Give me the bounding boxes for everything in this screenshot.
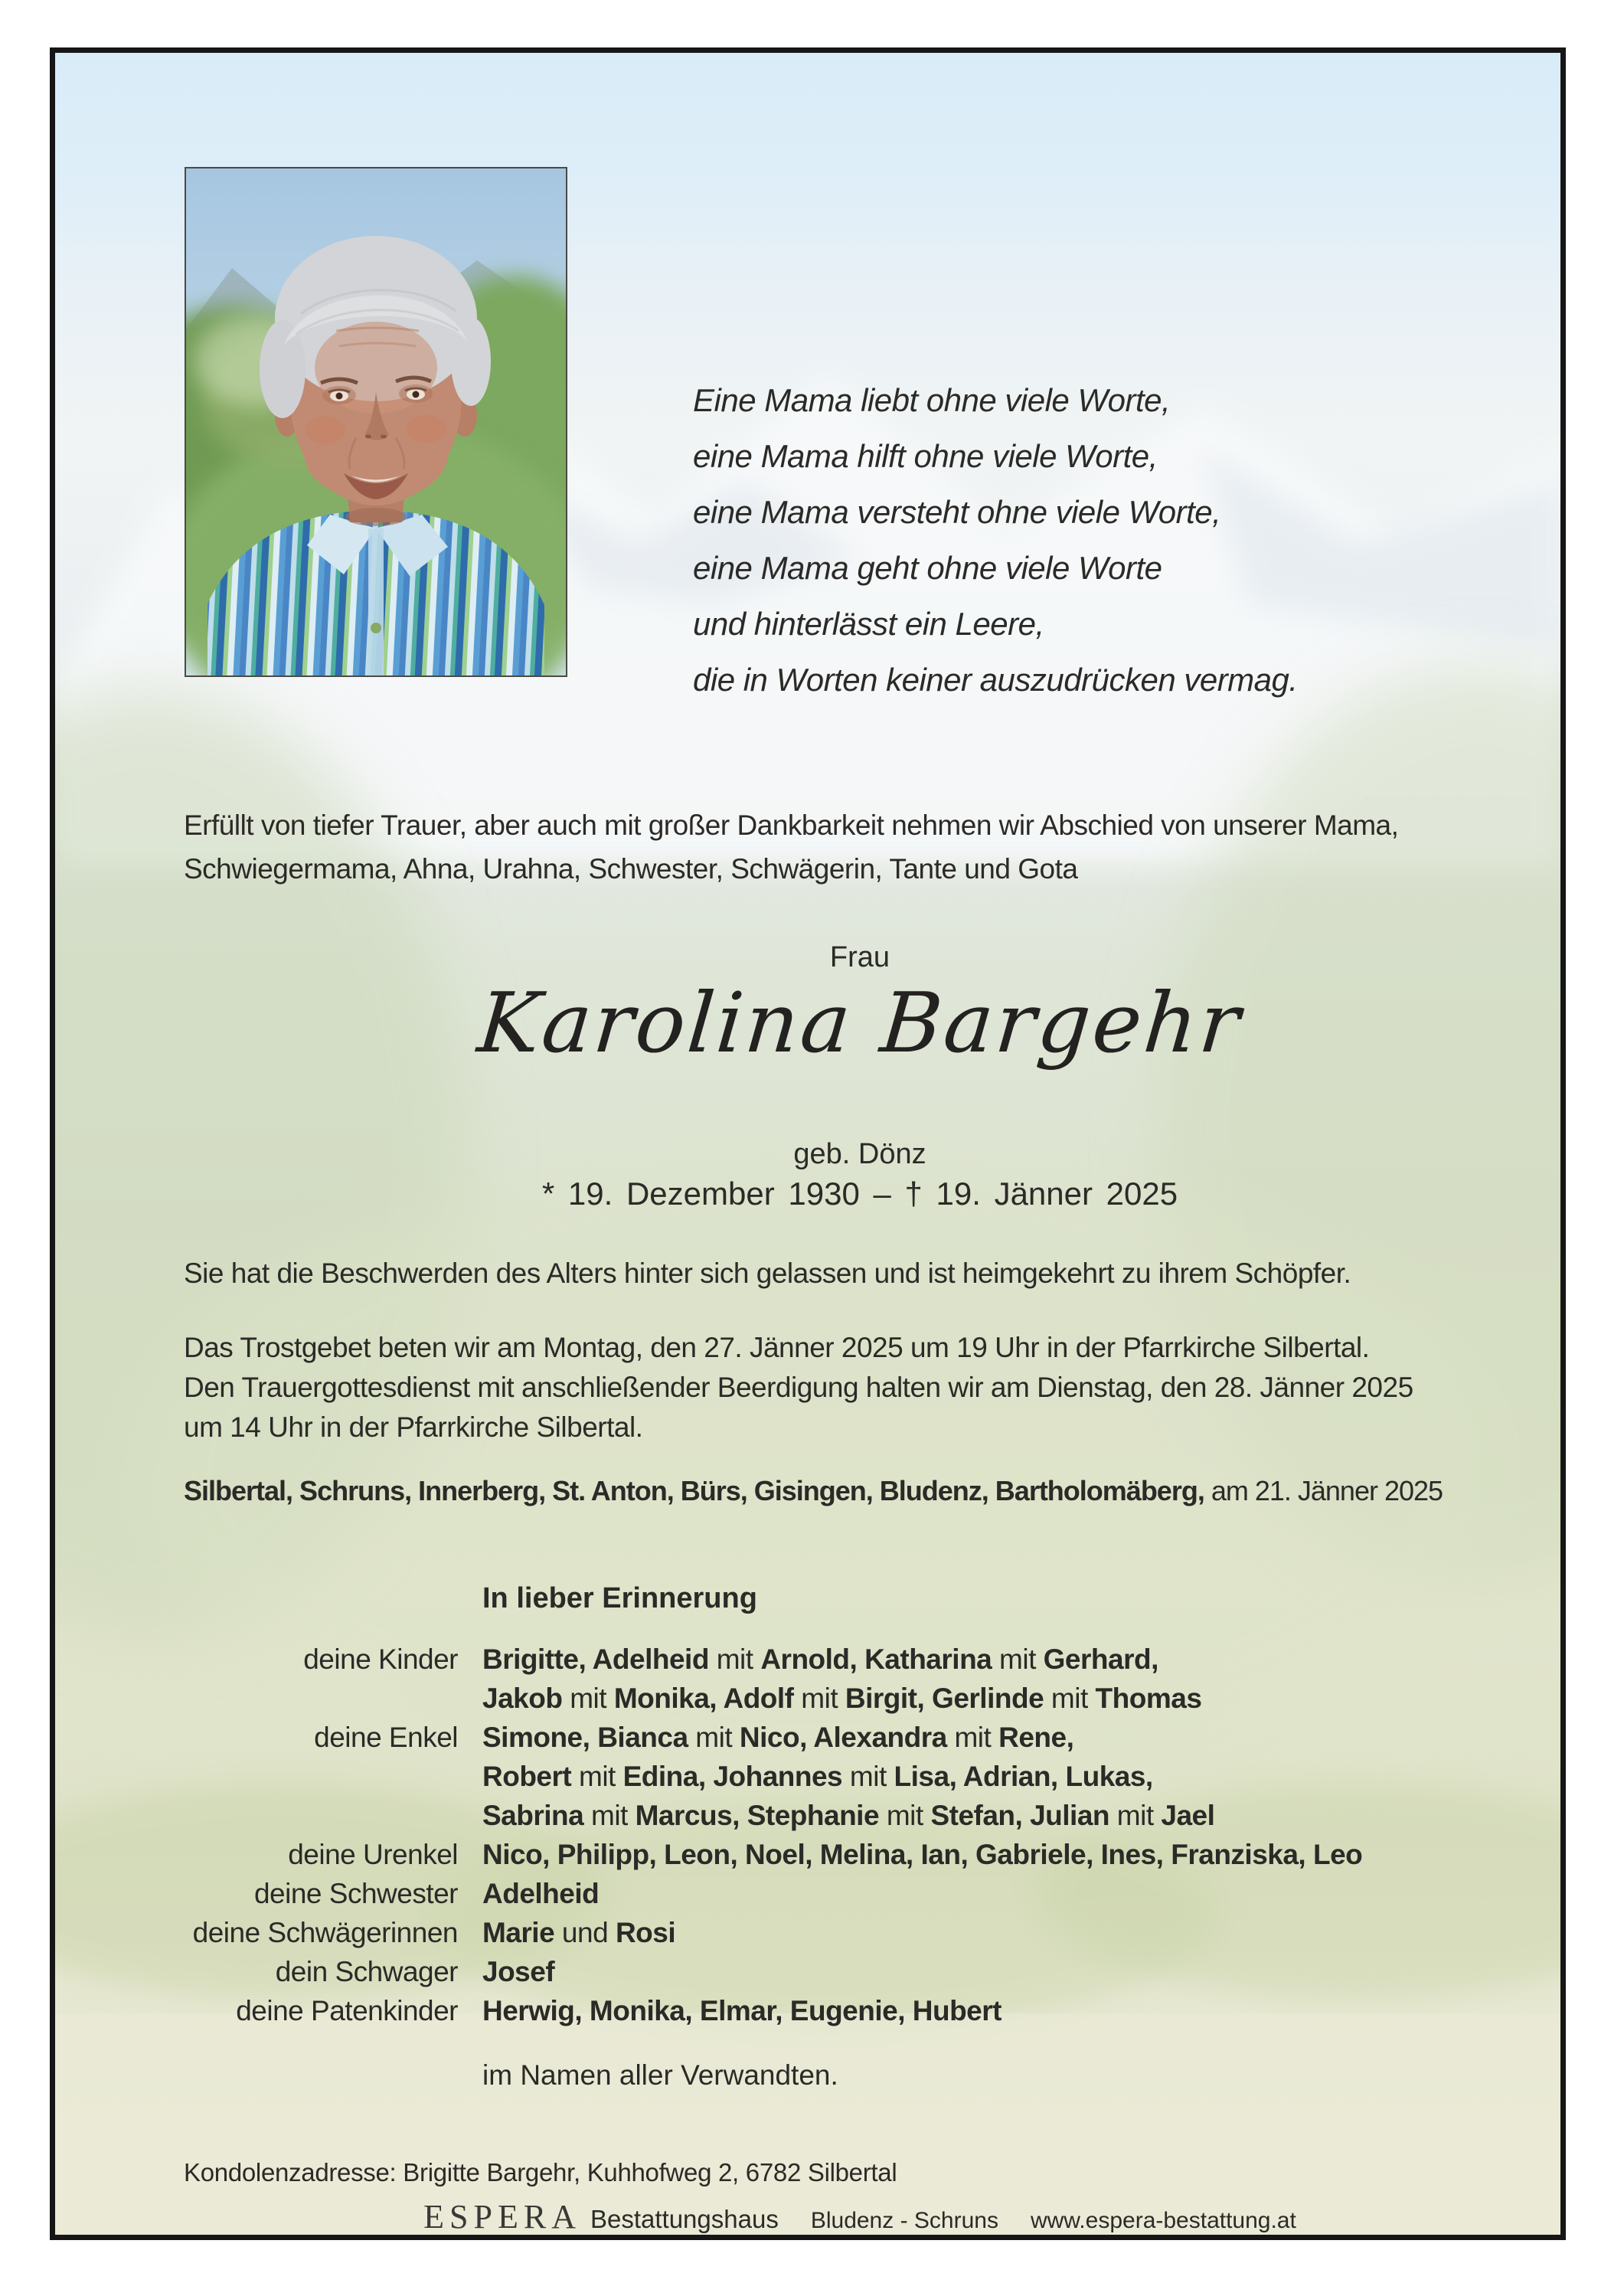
family-names: Brigitte, Adelheid mit Arnold, Katharina mit Gerhard, <box>482 1644 1158 1675</box>
family-relation-label: deine Enkel <box>314 1722 458 1753</box>
card-content <box>55 53 1560 2235</box>
family-row <box>184 1917 1362 1956</box>
family-row <box>184 1839 1362 1878</box>
poem-line: eine Mama versteht ohne viele Worte, <box>693 494 1221 530</box>
poem-line: die in Worten keiner auszudrücken vermag. <box>693 662 1298 698</box>
poem <box>693 372 1298 708</box>
family-relation-label: deine Schwägerinnen <box>192 1917 458 1948</box>
family-relation-label: deine Urenkel <box>288 1839 458 1870</box>
family-names: Herwig, Monika, Elmar, Eugenie, Hubert <box>482 1995 1002 2026</box>
funeral-home-website: www.espera-bestattung.at <box>1030 2208 1296 2233</box>
funeral-home-footer <box>184 2197 1536 2235</box>
family-relation-label: deine Schwester <box>253 1878 458 1909</box>
memory-heading: In lieber Erinnerung <box>482 1582 757 1614</box>
family-names: Jakob mit Monika, Adolf mit Birgit, Gerlinde mit Thomas <box>482 1683 1202 1714</box>
poem-line: eine Mama hilft ohne viele Worte, <box>693 438 1158 474</box>
family-row <box>184 1800 1362 1839</box>
intro-text <box>184 803 1398 891</box>
maiden-name: geb. Dönz <box>793 1138 926 1170</box>
places-line <box>184 1475 1443 1507</box>
poem-line: Eine Mama liebt ohne viele Worte, <box>693 382 1171 418</box>
funeral-home-brand: ESPERA <box>423 2198 581 2235</box>
poem-line: eine Mama geht ohne viele Worte <box>693 550 1162 586</box>
portrait-illustration <box>186 168 566 675</box>
service-line: Den Trauergottesdienst mit anschließender Beerdigung halten wir am Dienstag, den 28. Jänner 2025 <box>184 1372 1413 1403</box>
family-list <box>184 1644 1362 2034</box>
family-row <box>184 1995 1362 2034</box>
family-names: Robert mit Edina, Johannes mit Lisa, Adrian, Lukas, <box>482 1761 1153 1792</box>
intro-line: Erfüllt von tiefer Trauer, aber auch mit großer Dankbarkeit nehmen wir Abschied von unserer Mama, <box>184 809 1399 841</box>
family-relation-label: deine Patenkinder <box>236 1995 458 2026</box>
family-names: Nico, Philipp, Leon, Noel, Melina, Ian, Gabriele, Ines, Franziska, Leo <box>482 1839 1363 1870</box>
life-dates: * 19. Dezember 1930 – † 19. Jänner 2025 <box>541 1176 1178 1212</box>
farewell-sentence: Sie hat die Beschwerden des Alters hinter sich gelassen und ist heimgekehrt zu ihrem Schöpfer. <box>184 1258 1351 1289</box>
family-row <box>184 1722 1362 1761</box>
family-row <box>184 1761 1362 1800</box>
family-row <box>184 1644 1362 1683</box>
family-names: Simone, Bianca mit Nico, Alexandra mit Rene, <box>482 1722 1074 1753</box>
family-row <box>184 1878 1362 1917</box>
family-names: Josef <box>482 1956 555 1987</box>
family-names: Sabrina mit Marcus, Stephanie mit Stefan, Julian mit Jael <box>482 1800 1215 1831</box>
obituary-card <box>50 47 1566 2240</box>
condolence-address: Kondolenzadresse: Brigitte Bargehr, Kuhhofweg 2, 6782 Silbertal <box>184 2158 897 2186</box>
family-row <box>184 1956 1362 1995</box>
family-row <box>184 1683 1362 1722</box>
closing-line: im Namen aller Verwandten. <box>482 2059 838 2091</box>
places-bold: Silbertal, Schruns, Innerberg, St. Anton, Bürs, Gisingen, Bludenz, Bartholomäberg, <box>184 1475 1204 1506</box>
salutation: Frau <box>829 941 890 973</box>
family-names: Adelheid <box>482 1878 600 1909</box>
service-line: um 14 Uhr in der Pfarrkirche Silbertal. <box>184 1411 643 1443</box>
family-relation-label: dein Schwager <box>275 1956 458 1987</box>
deceased-name: Karolina Bargehr <box>474 976 1246 1071</box>
service-line: Das Trostgebet beten wir am Montag, den 27. Jänner 2025 um 19 Uhr in der Pfarrkirche Silbertal. <box>184 1332 1370 1363</box>
funeral-home-locations: Bludenz - Schruns <box>810 2208 998 2233</box>
service-info <box>184 1328 1413 1447</box>
portrait-photo <box>185 167 567 677</box>
poem-line: und hinterlässt ein Leere, <box>693 606 1044 642</box>
funeral-home-type: Bestattungshaus <box>590 2205 779 2233</box>
places-date: am 21. Jänner 2025 <box>1204 1475 1443 1506</box>
family-relation-label: deine Kinder <box>303 1644 458 1675</box>
family-names: Marie und Rosi <box>482 1917 676 1948</box>
intro-line: Schwiegermama, Ahna, Urahna, Schwester, Schwägerin, Tante und Gota <box>184 853 1078 885</box>
